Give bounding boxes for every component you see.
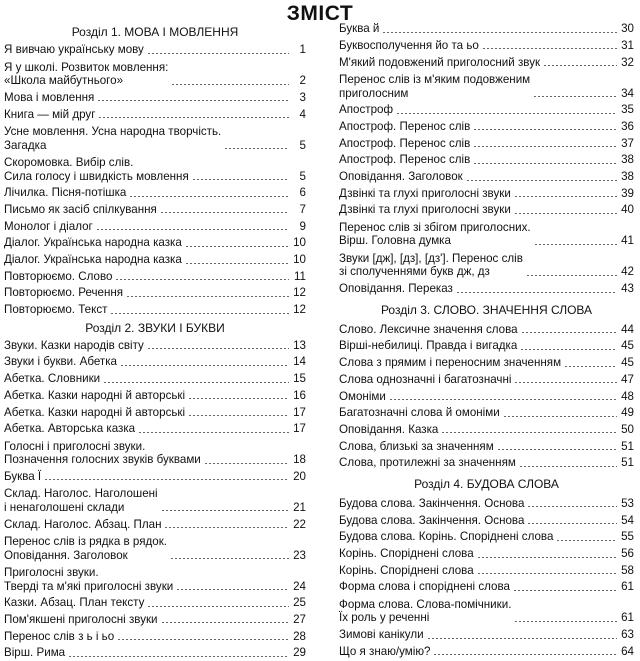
toc-entry[interactable] (4, 515, 306, 532)
toc-entry-title: Слова з прямим і переносним значенням (339, 356, 562, 370)
toc-entry-page: 12 (293, 303, 306, 317)
toc-entry[interactable] (4, 268, 306, 285)
toc-entry-title: Повторюємо. Слово (4, 269, 113, 283)
toc-entry-title: Письмо як засіб спілкування (4, 202, 157, 216)
toc-entry-page: 9 (299, 219, 306, 233)
toc-entry[interactable] (4, 284, 306, 301)
toc-entry-title: Абетка. Словники (4, 372, 101, 386)
toc-entry[interactable] (339, 249, 634, 280)
toc-entry-title: Пом'якшені приголосні звуки (4, 612, 158, 626)
toc-entry-title: М'який подовжений приголосний звук (339, 55, 541, 69)
dot-leader (514, 213, 617, 214)
toc-entry-page: 61 (621, 580, 634, 594)
toc-entry-title: Вірш. Рима (4, 646, 66, 660)
toc-entry-page: 29 (293, 646, 306, 660)
dot-leader (204, 463, 289, 464)
toc-entry-title: Слова, протилежні за значенням (339, 456, 516, 470)
dot-leader (441, 432, 617, 433)
section-heading: Розділ 4. БУДОВА СЛОВА (414, 476, 559, 491)
toc-entry[interactable] (4, 484, 306, 515)
dot-leader (44, 479, 289, 480)
toc-entry[interactable] (4, 251, 306, 268)
dot-leader (526, 275, 617, 276)
toc-entry-title: Казки. Абзац. План тексту (4, 596, 145, 610)
toc-entry-page: 56 (621, 547, 634, 560)
toc-entry-page: 39 (621, 186, 634, 200)
dot-leader (473, 129, 617, 130)
toc-entry-page: 45 (621, 356, 634, 370)
toc-entry[interactable] (4, 468, 306, 485)
toc-entry-title: Слова однозначні і багатозначні (339, 372, 512, 386)
toc-entry[interactable] (339, 626, 634, 643)
toc-entry-page: 47 (621, 372, 634, 386)
dot-leader (534, 244, 617, 245)
dot-leader (396, 113, 617, 114)
toc-entry[interactable] (4, 420, 306, 437)
toc-entry-page: 21 (293, 500, 306, 514)
toc-entry-title: Мова і мовлення (4, 90, 95, 104)
toc-entry-title: Оповідання. Заголовок (339, 170, 463, 183)
toc-entry[interactable] (339, 454, 634, 471)
toc-entry[interactable] (339, 168, 634, 185)
dot-leader (117, 639, 289, 640)
toc-entry[interactable] (4, 437, 306, 468)
toc-entry[interactable] (339, 371, 634, 388)
dot-leader (161, 622, 289, 623)
toc-entry-title: Оповідання. Переказ (339, 282, 453, 296)
toc-entry[interactable] (339, 387, 634, 404)
toc-entry[interactable] (4, 353, 306, 370)
dot-leader (176, 589, 289, 590)
toc-entry-title: Я у школі. Розвиток мовлення: «Школа майбутнього» (4, 60, 169, 88)
toc-entry-page: 5 (299, 138, 306, 152)
toc-entry-page: 51 (621, 439, 634, 453)
toc-entry-page: 44 (621, 322, 634, 336)
toc-entry-title: Склад. Наголос. Абзац. План (4, 517, 162, 531)
toc-entry-page: 30 (621, 22, 634, 36)
toc-entry-title: Перенос слів з ь і ьо (4, 629, 115, 643)
toc-entry-page: 34 (621, 86, 634, 100)
toc-entry-title: Книга — мій друг (4, 107, 96, 121)
dot-leader (503, 416, 617, 417)
toc-entry-title: Склад. Наголос. Наголошені і ненаголошені склади (4, 487, 158, 514)
toc-entry-page: 63 (621, 628, 634, 642)
toc-entry-title: Абетка. Авторська казка (4, 422, 136, 436)
toc-entry[interactable] (339, 53, 634, 70)
toc-entry-page: 51 (621, 456, 634, 470)
dot-leader (389, 399, 617, 400)
toc-entry[interactable] (4, 532, 306, 563)
toc-entry-page: 41 (621, 234, 634, 248)
toc-entry[interactable] (4, 58, 306, 89)
toc-entry[interactable] (339, 185, 634, 202)
toc-entry-title: Усне мовлення. Усна народна творчість. Загадка (4, 125, 222, 152)
dot-leader (147, 53, 289, 54)
toc-entry-page: 31 (621, 38, 634, 52)
toc-entry-page: 13 (293, 338, 306, 352)
toc-entry-title: Будова слова. Корінь. Споріднені слова (339, 530, 554, 544)
toc-entry-title: Діалог. Українська народна казка (4, 236, 182, 250)
dot-leader (456, 292, 617, 293)
toc-entry-page: 45 (621, 339, 634, 353)
toc-entry-title: Буква Ї (4, 469, 42, 483)
toc-entry[interactable] (339, 218, 634, 249)
toc-entry-title: Слова, близькі за значенням (339, 439, 494, 453)
toc-entry-title: Звуки. Казки народів світу (4, 338, 144, 352)
toc-entry-page: 49 (621, 406, 634, 420)
toc-entry-page: 40 (621, 203, 634, 217)
toc-entry[interactable] (4, 337, 306, 354)
dot-leader (103, 382, 289, 383)
toc-entry-page: 5 (299, 169, 306, 183)
toc-entry-title: Будова слова. Закінчення. Основа (339, 513, 525, 527)
toc-entry-page: 4 (299, 107, 306, 121)
dot-leader (98, 117, 289, 118)
toc-entry[interactable] (339, 201, 634, 218)
dot-leader (171, 84, 289, 85)
toc-entry[interactable] (339, 643, 634, 660)
section-heading: Розділ 3. СЛОВО. ЗНАЧЕННЯ СЛОВА (380, 302, 593, 317)
toc-entry[interactable] (4, 301, 306, 318)
toc-entry-title: Багатозначні слова й омоніми (339, 406, 500, 420)
toc-entry[interactable] (4, 387, 306, 404)
dot-leader (514, 196, 617, 197)
dot-leader (556, 540, 617, 541)
toc-entry-title: Повторюємо. Речення (4, 286, 124, 300)
toc-entry[interactable] (339, 151, 634, 168)
toc-entry-page: 54 (621, 513, 634, 527)
toc-entry-page: 3 (299, 90, 306, 104)
toc-entry-title: Форма слова. Слова-помічники. Їх роль у реченні (339, 597, 512, 625)
toc-entry-title: Омоніми (339, 389, 386, 403)
dot-leader (96, 229, 289, 230)
toc-entry-title: Буква й (339, 22, 380, 36)
toc-entry-page: 28 (293, 629, 306, 643)
toc-entry-page: 43 (621, 282, 634, 296)
toc-entry-title: Апостроф. Перенос слів (339, 153, 471, 167)
dot-leader (382, 32, 617, 33)
toc-left-column (4, 22, 306, 661)
dot-leader (473, 146, 617, 147)
toc-entry-title: Я вивчаю українську мову (4, 43, 144, 57)
toc-entry-title: Дзвінкі та глухі приголосні звуки (339, 203, 511, 217)
toc-entry[interactable] (339, 337, 634, 354)
dot-leader (527, 506, 617, 507)
toc-entry-title: Приголосні звуки. Тверді та м'які приголосні звуки (4, 566, 174, 593)
toc-entry[interactable] (4, 201, 306, 218)
dot-leader (164, 527, 289, 528)
dot-leader (564, 366, 617, 367)
toc-entry-page: 35 (621, 103, 634, 117)
dot-leader (427, 638, 617, 639)
toc-entry-page: 53 (621, 496, 634, 510)
toc-entry[interactable] (4, 184, 306, 201)
toc-entry-title: Звуки і букви. Абетка (4, 355, 117, 369)
toc-entry[interactable] (339, 321, 634, 338)
toc-entry[interactable] (339, 118, 634, 135)
toc-entry[interactable] (339, 421, 634, 438)
toc-entry-page: 22 (293, 517, 306, 531)
toc-entry[interactable] (339, 20, 634, 37)
toc-entry[interactable] (339, 578, 634, 595)
toc-entry-page: 42 (621, 265, 634, 279)
toc-entry[interactable] (4, 41, 306, 58)
dot-leader (97, 100, 289, 101)
toc-entry-page: 17 (293, 422, 306, 436)
toc-entry-page: 2 (299, 74, 306, 88)
toc-entry-page: 16 (293, 388, 306, 402)
toc-entry-title: Оповідання. Казка (339, 422, 439, 436)
toc-entry-page: 10 (293, 253, 306, 266)
toc-entry-page: 20 (293, 469, 306, 483)
toc-entry[interactable] (339, 562, 634, 579)
toc-entry-title: Апостроф. Перенос слів (339, 119, 471, 133)
toc-entry-page: 50 (621, 422, 634, 436)
toc-entry[interactable] (4, 627, 306, 644)
toc-entry-title: Форма слова і споріднені слова (339, 580, 510, 594)
page-title: ЗМІСТ (286, 2, 354, 25)
toc-entry[interactable] (339, 495, 634, 512)
toc-entry-title: Корінь. Споріднені слова (339, 547, 474, 560)
dot-leader (482, 48, 617, 49)
toc-entry-title: Звуки [дж], [дз], [дз']. Перенос слів зі сполученнями букв дж, дз (339, 251, 523, 279)
toc-entry-page: 15 (293, 372, 306, 386)
dot-leader (477, 557, 617, 558)
toc-entry-page: 48 (621, 389, 634, 403)
toc-entry-title: Діалог. Українська народна казка (4, 253, 182, 266)
toc-entry-page: 27 (293, 612, 306, 626)
dot-leader (513, 590, 617, 591)
toc-entry[interactable] (4, 105, 306, 122)
dot-leader (170, 558, 289, 559)
dot-leader (147, 606, 289, 607)
toc-entry-title: Голосні і приголосні звуки. Позначення голосних звуків буквами (4, 439, 201, 467)
dot-leader (224, 148, 289, 149)
toc-entry-title: Скоромовка. Вибір слів. Сила голосу і швидкість мовлення (4, 156, 189, 183)
dot-leader (115, 279, 289, 280)
dot-leader (185, 246, 289, 247)
toc-entry-title: Дзвінкі та глухі приголосні звуки (339, 186, 511, 200)
dot-leader (543, 65, 617, 66)
toc-entry[interactable] (339, 354, 634, 371)
toc-entry-page: 7 (299, 202, 306, 216)
dot-leader (433, 654, 617, 655)
dot-leader (514, 621, 617, 622)
toc-entry-title: Буквосполучення йо та ьо (339, 38, 479, 52)
toc-entry-page: 58 (621, 563, 634, 577)
toc-entry-title: Що я знаю/умію? (339, 644, 431, 658)
toc-entry-page: 11 (293, 269, 306, 283)
toc-entry-page: 23 (293, 548, 306, 562)
dot-leader (519, 466, 617, 467)
toc-entry-page: 18 (293, 453, 306, 467)
toc-entry-page: 12 (293, 286, 306, 300)
toc-entry-page: 61 (621, 611, 634, 625)
toc-entry[interactable] (4, 89, 306, 106)
toc-entry-page: 17 (293, 405, 306, 419)
toc-entry-title: Абетка. Казки народні й авторські (4, 405, 186, 419)
dot-leader (520, 349, 617, 350)
toc-entry-title: Корінь. Споріднені слова (339, 563, 474, 577)
toc-entry-title: Абетка. Казки народні й авторські (4, 388, 186, 402)
toc-entry[interactable] (4, 122, 306, 153)
dot-leader (477, 573, 617, 574)
dot-leader (497, 449, 617, 450)
dot-leader (160, 212, 289, 213)
toc-entry-page: 36 (621, 119, 634, 133)
dot-leader (129, 196, 289, 197)
dot-leader (126, 296, 289, 297)
toc-entry-title: Будова слова. Закінчення. Основа (339, 496, 525, 510)
dot-leader (68, 656, 289, 657)
dot-leader (138, 432, 289, 433)
toc-entry[interactable] (339, 70, 634, 101)
toc-entry[interactable] (4, 563, 306, 594)
toc-entry-page: 25 (293, 596, 306, 610)
toc-entry[interactable] (339, 37, 634, 54)
dot-leader (514, 382, 617, 383)
toc-entry[interactable] (4, 594, 306, 611)
toc-entry-title: Повторюємо. Текст (4, 303, 108, 317)
dot-leader (188, 398, 289, 399)
dot-leader (527, 523, 617, 524)
toc-entry[interactable] (339, 404, 634, 421)
dot-leader (533, 96, 617, 97)
dot-leader (192, 179, 289, 180)
toc-entry-title: Лічилка. Пісня-потішка (4, 186, 127, 200)
dot-leader (473, 163, 617, 164)
dot-leader (161, 510, 289, 511)
dot-leader (521, 332, 617, 333)
dot-leader (185, 263, 289, 264)
toc-entry-page: 55 (621, 530, 634, 544)
toc-entry-page: 38 (621, 153, 634, 167)
toc-entry-title: Перенос слів зі збігом приголосних. Вірш. Головна думка (339, 220, 531, 248)
toc-entry-title: Перенос слів із рядка в рядок. Оповідання. Заголовок (4, 535, 168, 562)
section-heading: Розділ 1. МОВА І МОВЛЕННЯ (71, 25, 239, 39)
dot-leader (120, 365, 289, 366)
toc-entry[interactable] (4, 644, 306, 661)
toc-entry[interactable] (4, 217, 306, 234)
toc-right-column (339, 20, 634, 659)
toc-entry[interactable] (339, 545, 634, 562)
toc-entry-title: Апостроф (339, 103, 394, 117)
toc-entry-page: 1 (299, 43, 306, 57)
toc-entry-title: Апостроф. Перенос слів (339, 136, 471, 150)
toc-entry[interactable] (4, 153, 306, 184)
toc-entry-title: Зимові канікули (339, 628, 424, 642)
toc-entry-page: 14 (293, 355, 306, 369)
toc-entry[interactable] (4, 370, 306, 387)
toc-entry-title: Слово. Лексичне значення слова (339, 322, 518, 336)
toc-entry-page: 6 (299, 186, 306, 200)
toc-entry[interactable] (339, 511, 634, 528)
toc-entry[interactable] (339, 134, 634, 151)
toc-entry-page: 38 (621, 170, 634, 183)
section-heading: Розділ 2. ЗВУКИ І БУКВИ (85, 320, 225, 335)
toc-entry-title: Монолог і діалог (4, 219, 93, 233)
toc-entry-page: 64 (621, 644, 634, 658)
toc-entry-title: Перенос слів із м'яким подовженим приголосним (339, 73, 531, 100)
toc-entry[interactable] (4, 234, 306, 251)
toc-entry-page: 32 (621, 55, 634, 69)
toc-entry[interactable] (339, 528, 634, 545)
toc-entry-page: 10 (293, 236, 306, 250)
dot-leader (147, 348, 289, 349)
toc-entry-page: 24 (293, 579, 306, 593)
toc-entry-title: Вірші-небилиці. Правда і вигадка (339, 339, 518, 353)
toc-entry[interactable] (339, 437, 634, 454)
toc-entry[interactable] (4, 611, 306, 628)
toc-entry-page: 37 (621, 136, 634, 150)
toc-entry[interactable] (4, 403, 306, 420)
dot-leader (188, 415, 289, 416)
dot-leader (466, 180, 617, 181)
toc-entry[interactable] (339, 101, 634, 118)
dot-leader (110, 313, 289, 314)
toc-entry[interactable] (339, 280, 634, 297)
